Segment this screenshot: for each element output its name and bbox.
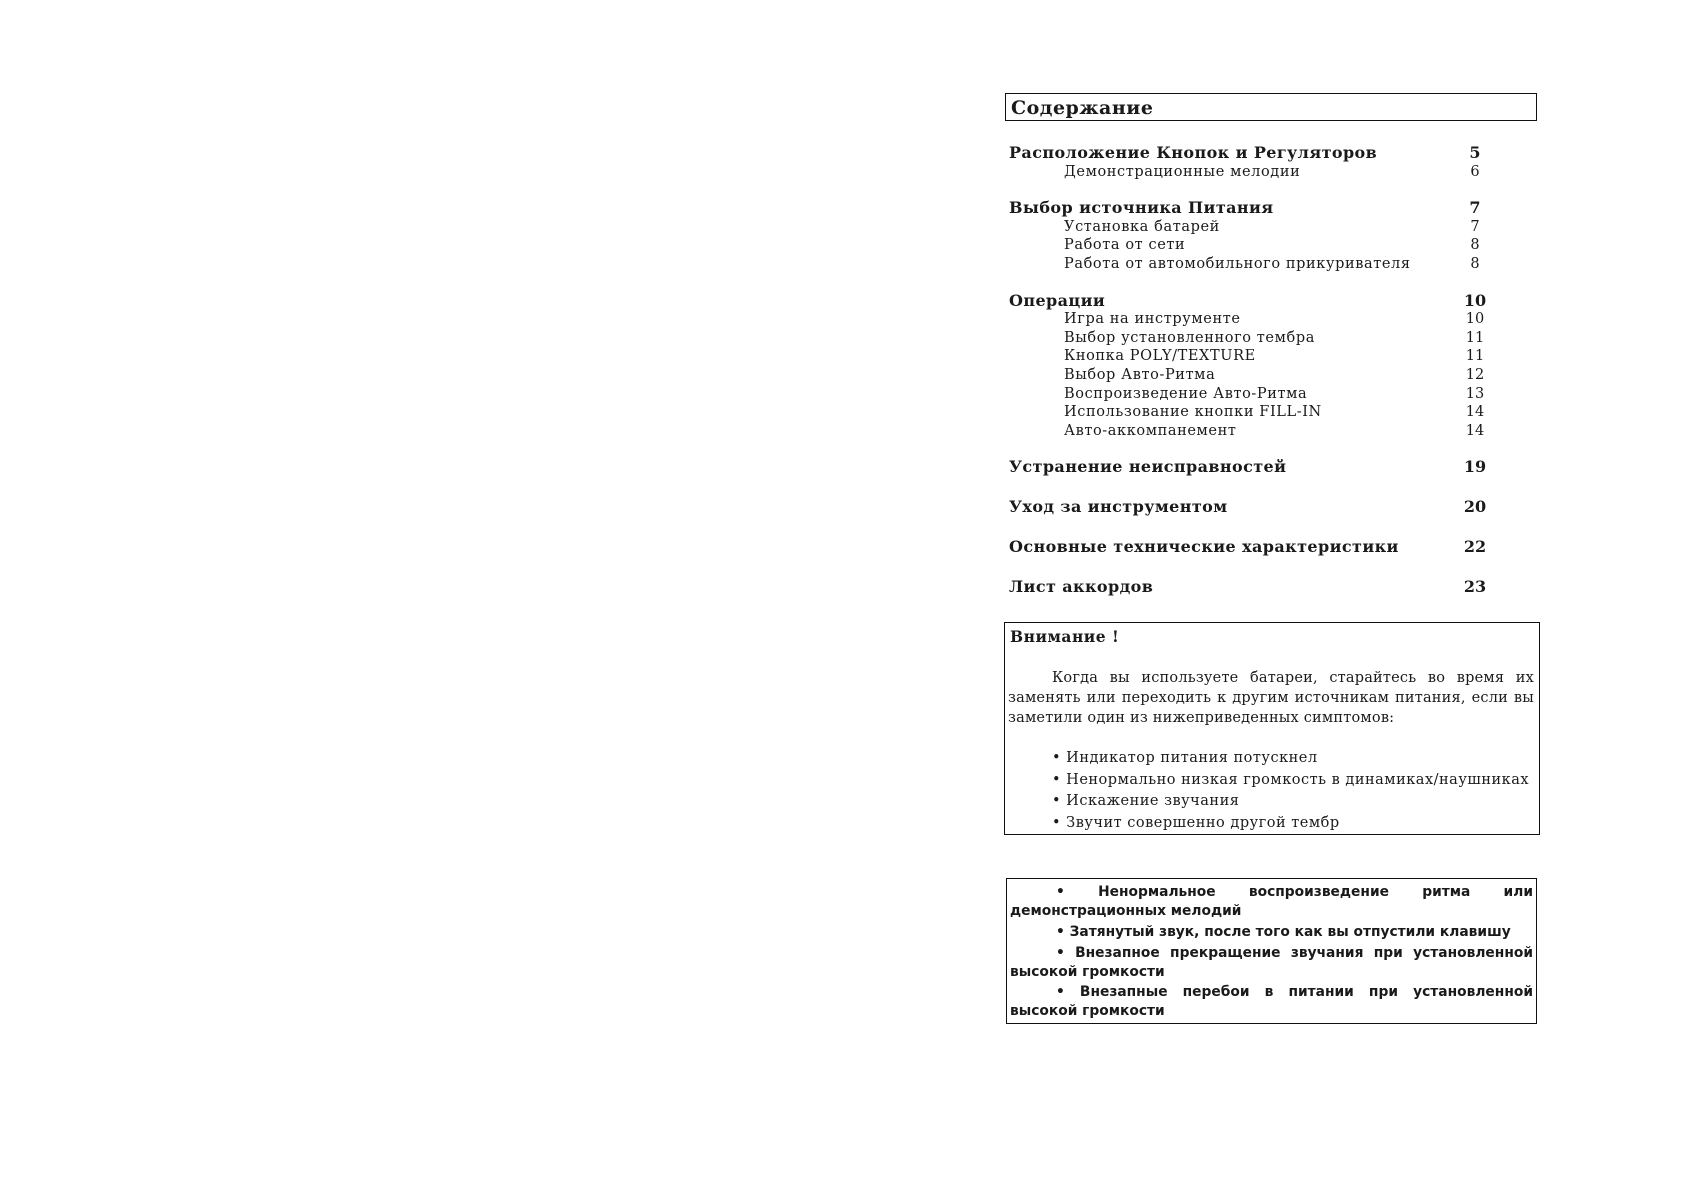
toc-section <box>1009 458 1485 476</box>
toc-section <box>1009 144 1485 181</box>
toc-heading-label: Устранение неисправностей <box>1009 457 1287 477</box>
table-of-contents <box>1009 144 1485 618</box>
toc-entry <box>1009 385 1485 404</box>
toc-heading <box>1009 292 1485 311</box>
toc-entry <box>1009 236 1485 255</box>
toc-page-number: 8 <box>1470 255 1480 272</box>
toc-heading-label: Выбор источника Питания <box>1009 198 1274 218</box>
toc-entry <box>1009 403 1485 422</box>
warning-paragraph: Когда вы используете батареи, старайтесь во время их заменять или переходить к другим источникам питания, если вы заметили один из нижеприведенных симптомов: <box>1008 670 1534 726</box>
toc-entry-label: Авто-аккомпанемент <box>1064 422 1237 439</box>
toc-entry-label: Установка батарей <box>1064 218 1220 235</box>
toc-entry-label: Выбор установленного тембра <box>1064 329 1315 346</box>
toc-entry <box>1009 310 1485 329</box>
toc-entry <box>1009 163 1485 182</box>
contents-header-box <box>1005 93 1537 121</box>
toc-page-number: 22 <box>1463 537 1487 557</box>
toc-heading <box>1009 199 1485 218</box>
toc-heading <box>1009 458 1485 476</box>
toc-heading <box>1009 578 1485 596</box>
toc-page-number: 8 <box>1470 237 1480 254</box>
toc-entry-label: Демонстрационные мелодии <box>1064 163 1301 180</box>
toc-page-number: 11 <box>1465 329 1485 346</box>
toc-page-number: 14 <box>1465 404 1485 421</box>
toc-heading-label: Лист аккордов <box>1009 577 1154 597</box>
toc-page-number: 7 <box>1469 198 1481 218</box>
toc-page-number: 13 <box>1465 385 1485 402</box>
toc-page-number: 23 <box>1463 577 1487 597</box>
symptom-item: • Ненормальное воспроизведение ритма или демонстрационных мелодий <box>1010 883 1533 921</box>
toc-entry-label: Использование кнопки FILL-IN <box>1064 404 1322 421</box>
toc-entry <box>1009 255 1485 274</box>
toc-page-number: 10 <box>1465 311 1485 328</box>
toc-page-number: 6 <box>1470 163 1480 180</box>
toc-page-number: 7 <box>1470 218 1480 235</box>
toc-entry-label: Кнопка POLY/TEXTURE <box>1064 348 1256 365</box>
toc-entry <box>1009 218 1485 237</box>
toc-section <box>1009 498 1485 516</box>
page-title: Содержание <box>1011 97 1154 119</box>
warning-box <box>1004 622 1540 835</box>
toc-entry <box>1009 329 1485 348</box>
toc-heading-label: Уход за инструментом <box>1009 497 1228 517</box>
toc-heading <box>1009 538 1485 556</box>
toc-entry-label: Выбор Авто-Ритма <box>1064 366 1216 383</box>
toc-heading-label: Расположение Кнопок и Регуляторов <box>1009 143 1378 162</box>
toc-page-number: 14 <box>1465 422 1485 439</box>
toc-entry-label: Воспроизведение Авто-Ритма <box>1064 385 1308 402</box>
toc-entry <box>1009 347 1485 366</box>
toc-entry <box>1009 366 1485 385</box>
symptom-item: • Внезапное прекращение звучания при установленной высокой громкости <box>1010 944 1533 982</box>
toc-entry-label: Работа от автомобильного прикуривателя <box>1064 255 1411 272</box>
toc-page-number: 5 <box>1469 143 1481 162</box>
toc-entry <box>1009 422 1485 441</box>
toc-section <box>1009 538 1485 556</box>
toc-page-number: 10 <box>1463 290 1487 310</box>
symptom-item: • Ненормально низкая громкость в динамиках/наушниках <box>1052 770 1529 792</box>
symptom-item: • Затянутый звук, после того как вы отпустили клавишу <box>1010 923 1533 942</box>
toc-section <box>1009 578 1485 596</box>
symptom-item: • Индикатор питания потускнел <box>1052 748 1529 770</box>
toc-section <box>1009 292 1485 441</box>
toc-heading-label: Основные технические характеристики <box>1009 537 1399 557</box>
toc-heading <box>1009 498 1485 516</box>
toc-section <box>1009 199 1485 273</box>
symptom-list <box>1052 748 1529 834</box>
warning-title: Внимание ! <box>1010 627 1120 646</box>
symptom-item: • Искажение звучания <box>1052 791 1529 813</box>
toc-heading <box>1009 144 1485 163</box>
symptom-item: • Внезапные перебои в питании при установленной высокой громкости <box>1010 983 1533 1021</box>
toc-heading-label: Операции <box>1009 290 1106 310</box>
toc-page-number: 19 <box>1463 457 1487 477</box>
toc-entry-label: Игра на инструменте <box>1064 311 1241 328</box>
symptom-item: • Звучит совершенно другой тембр <box>1052 813 1529 835</box>
toc-page-number: 12 <box>1465 366 1485 383</box>
toc-page-number: 20 <box>1463 497 1487 517</box>
toc-page-number: 11 <box>1465 348 1485 365</box>
symptom-continuation-box <box>1006 878 1537 1024</box>
toc-entry-label: Работа от сети <box>1064 237 1186 254</box>
